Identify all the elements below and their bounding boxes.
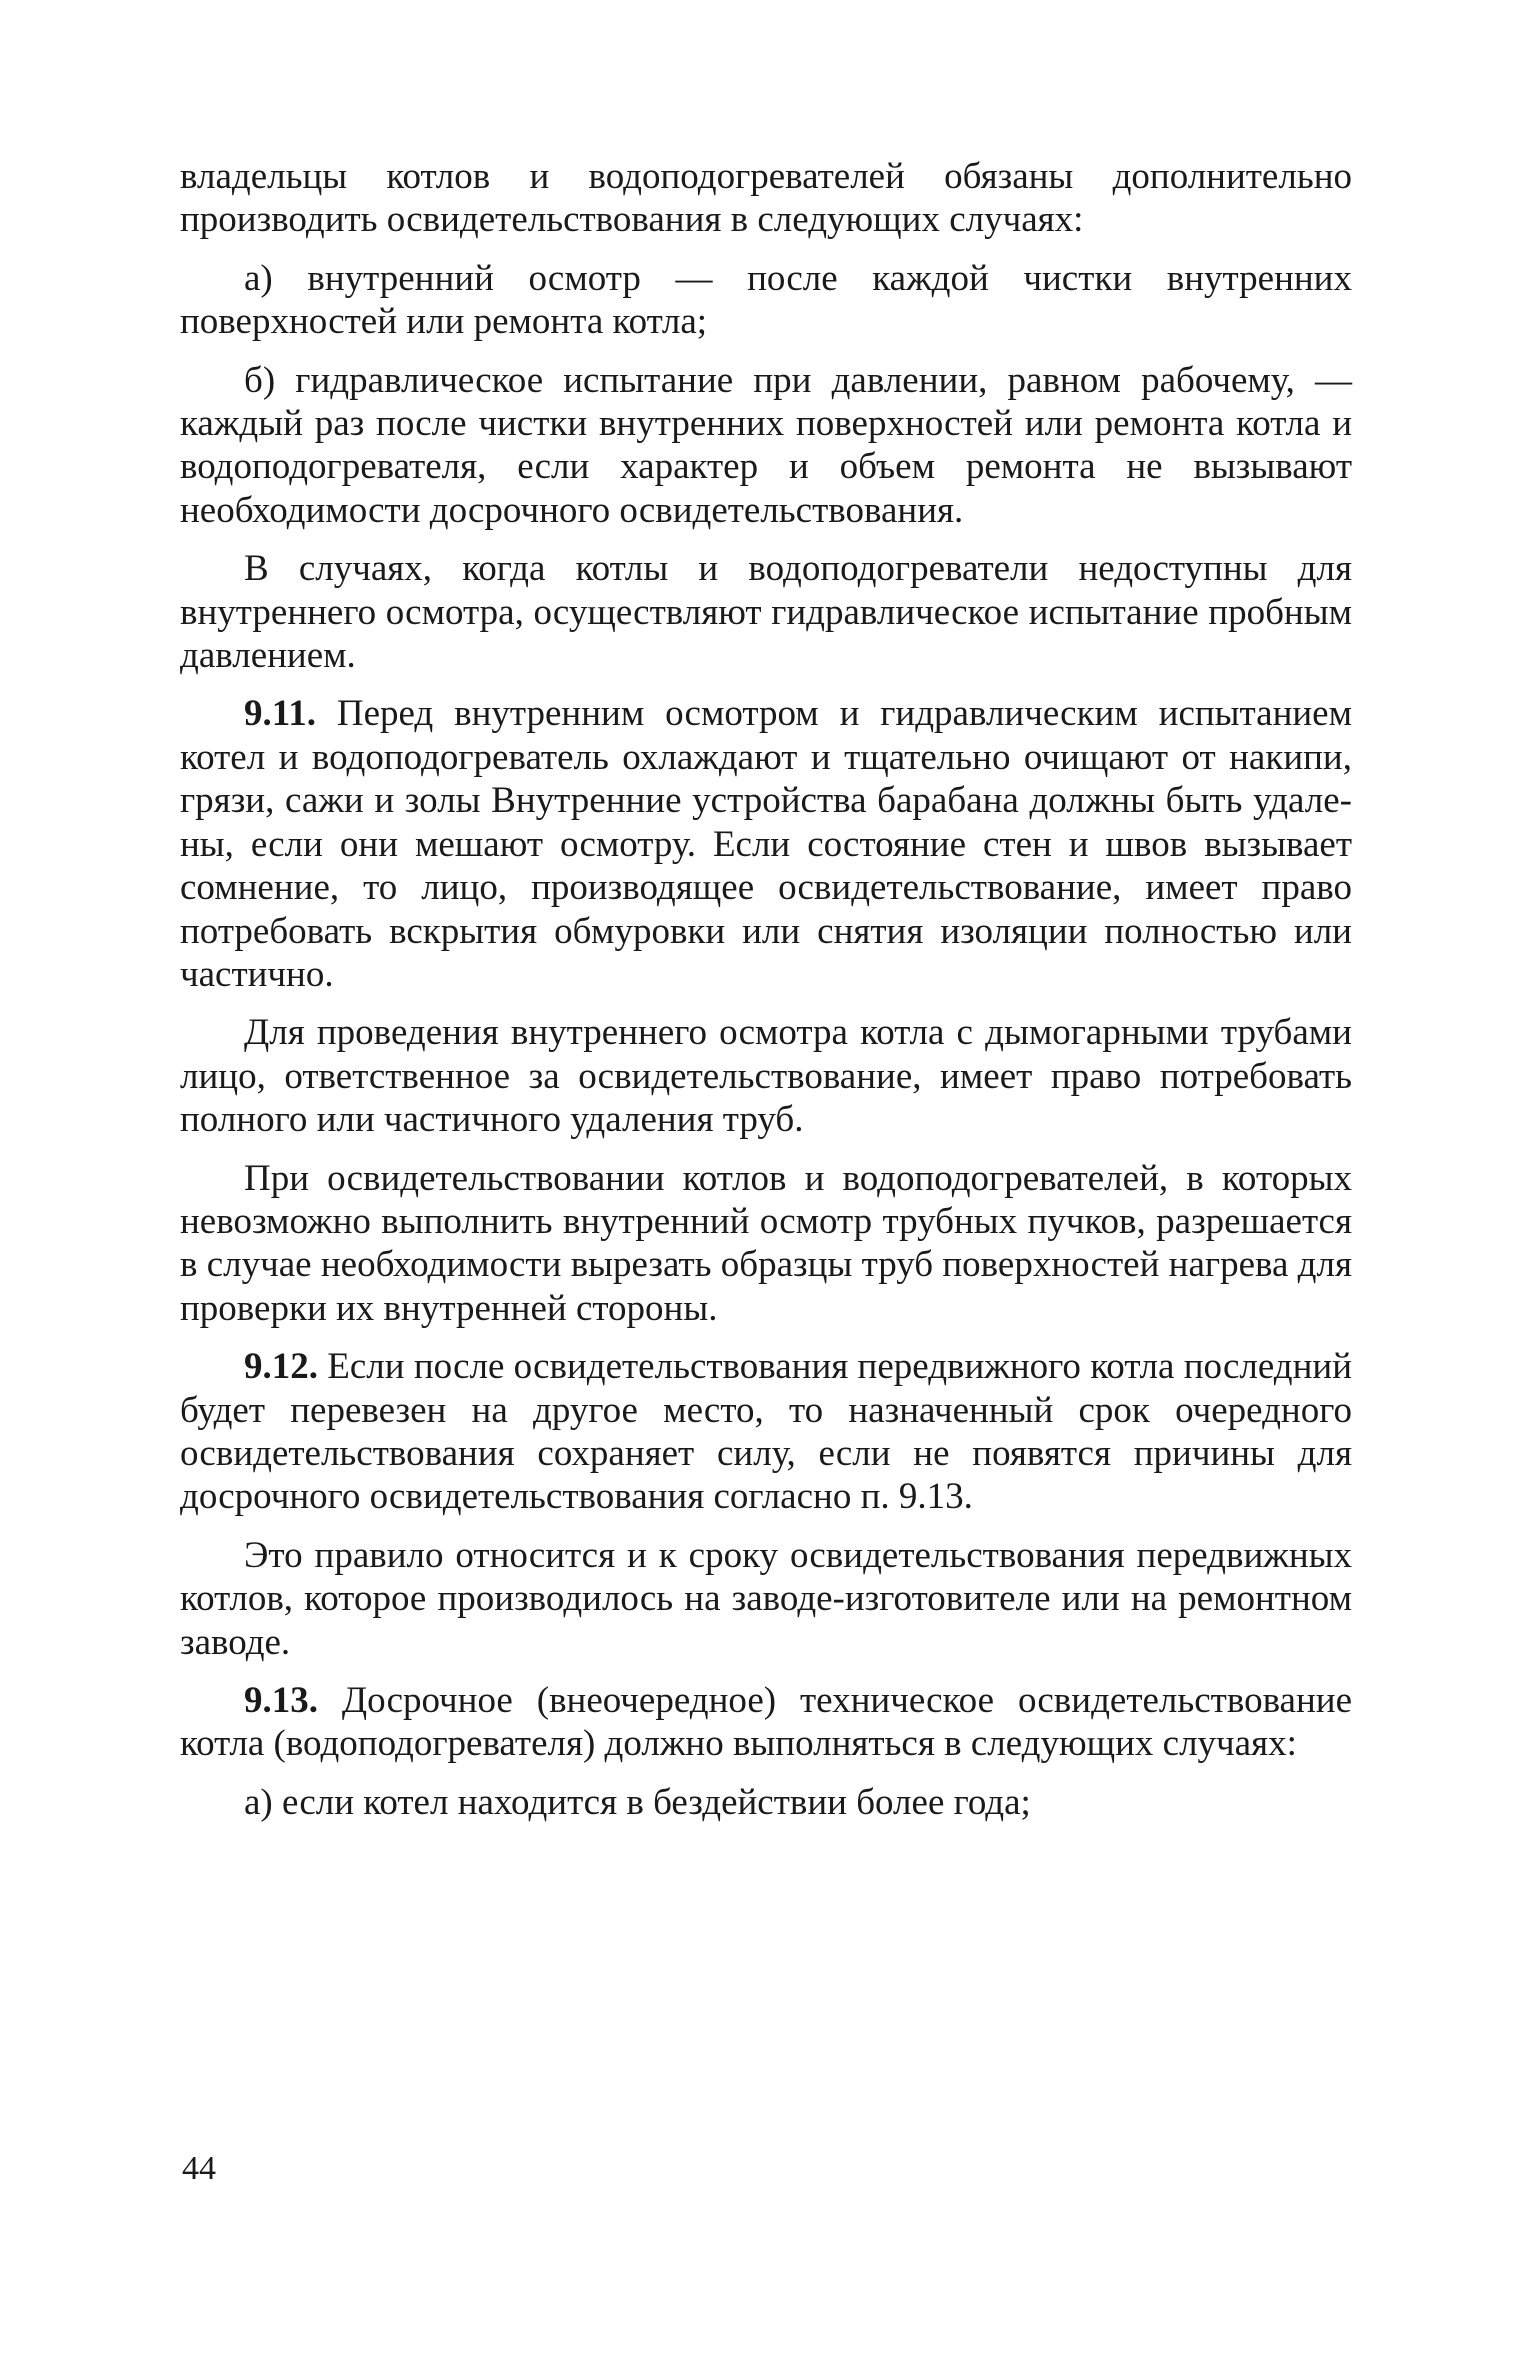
section-9-11 (180, 692, 1352, 996)
paragraph-text: Это правило относится и к сроку освидетельствования передвижных котлов, которое производилось на заводе-изготовителе или на ремонтном заводе. (180, 1534, 1352, 1663)
paragraph-text: Если после освидетельствования передвижного котла последний будет перевезен на другое место, то назначенный срок очередного освидетельствования сохраняет силу, если не появятся причины для досрочного освидетельствования согласно п. 9.13. (180, 1346, 1352, 1518)
paragraph (180, 155, 1352, 242)
paragraph-text: Для проведения внутреннего осмотра котла с дымогарными трубами лицо, ответственное за освидетельствование, имеет право потребовать полного или частичного удаления труб. (180, 1012, 1352, 1141)
paragraph-text: Досрочное (внеочередное) техническое освидетельствование котла (водоподогревателя) должно выполняться в следующих случаях: (180, 1680, 1352, 1765)
section-number: 9.11. (244, 693, 316, 735)
paragraph (180, 547, 1352, 677)
paragraph-text: Перед внутренним осмотром и гидравлическим испытанием котел и водоподогреватель охлаждают и тщательно очищают от накипи, грязи, сажи и золы Внутренние устройства барабана должны быть удалены, если они мешают осмотру. Если состояние стен и швов вызывает сомнение, то лицо, производящее освидетельствование, имеет право потребовать вскрытия обмуровки или снятия изоляции полностью или частично. (180, 693, 1353, 995)
page-number: 44 (182, 2150, 216, 2187)
section-number: 9.12. (244, 1346, 318, 1388)
paragraph-text: а) если котел находится в бездействии более года; (244, 1781, 1031, 1823)
paragraph-text: При освидетельствовании котлов и водоподогревателей, в которых невозможно выполнить внутренний осмотр трубных пучков, разрешается в случае необходимости вырезать образцы труб поверхностей нагрева для проверки их внутренней стороны. (180, 1157, 1352, 1329)
paragraph-text: В случаях, когда котлы и водоподогреватели недоступны для внутреннего осмотра, осуществляют гидравлическое испытание пробным давлением. (180, 548, 1352, 677)
paragraph (180, 257, 1352, 344)
paragraph-text: а) внутренний осмотр — после каждой чистки внутренних поверхностей или ремонта котла; (180, 257, 1352, 343)
section-9-12 (180, 1345, 1352, 1519)
paragraph-text: владельцы котлов и водоподогревателей обязаны дополнительно производить освидетельствования в следующих случаях: (180, 156, 1352, 241)
paragraph (180, 359, 1352, 533)
body-text (180, 155, 1352, 1839)
section-number: 9.13. (244, 1680, 318, 1721)
paragraph (180, 1781, 1352, 1824)
section-9-13 (180, 1679, 1352, 1766)
paragraph-text: б) гидравлическое испытание при давлении, равном рабочему, — каждый раз после чистки внутренних поверхностей или ремонта котла и водоподогревателя, если характер и объем ремонта не вызывают необходимости досрочного освидетельствования. (180, 359, 1352, 531)
paragraph (180, 1534, 1352, 1664)
paragraph (180, 1157, 1352, 1331)
paragraph (180, 1011, 1352, 1141)
